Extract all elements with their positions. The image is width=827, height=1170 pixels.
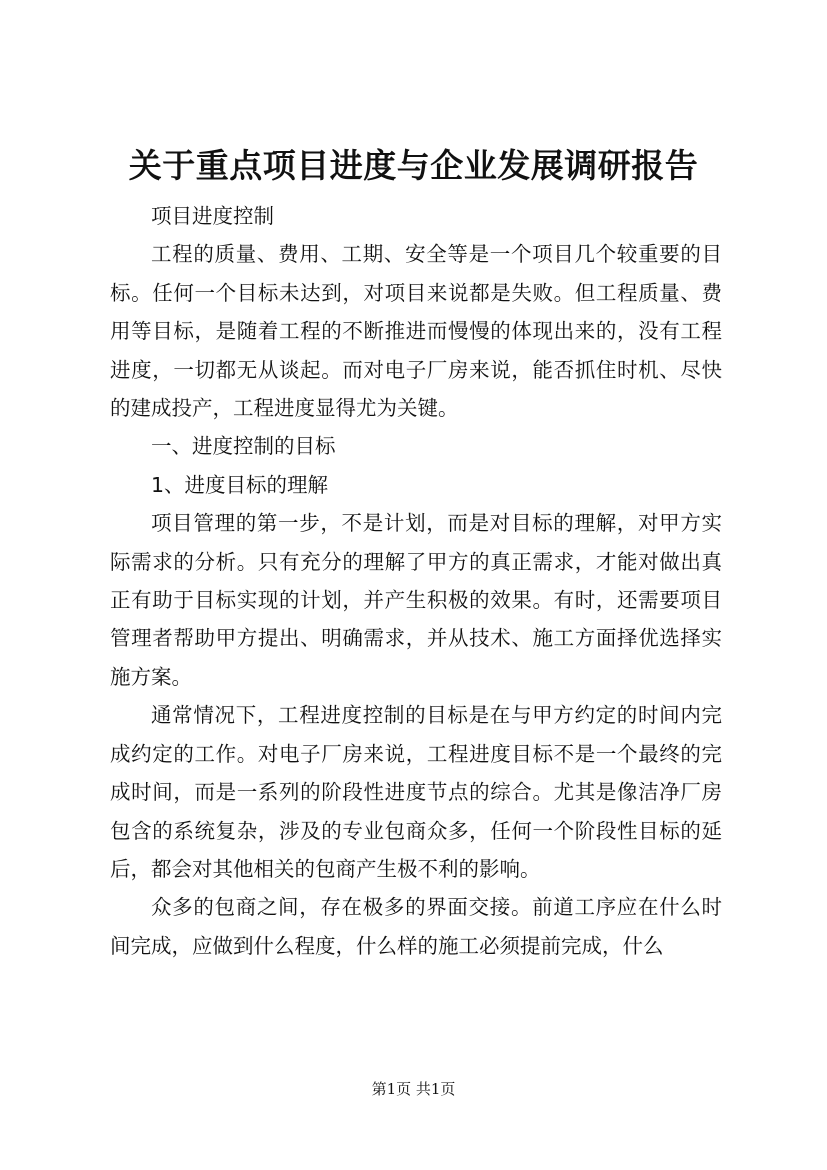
section-heading: 项目进度控制 xyxy=(151,204,274,228)
section-heading: 一、进度控制的目标 xyxy=(151,434,336,459)
document-title: 关于重点项目进度与企业发展调研报告 xyxy=(128,146,699,185)
body-paragraph: 项目管理的第一步，不是计划，而是对目标的理解，对甲方实际需求的分析。只有充分的理解了甲方的真正需求，才能对做出真正有助于目标实现的计划，并产生积极的效果。有时，还需要项目管理者帮助甲方提出、明确需求，并从技术、施工方面择优选择实施方案。 xyxy=(110,511,722,689)
body-paragraph: 工程的质量、费用、工期、安全等是一个项目几个较重要的目标。任何一个目标未达到，对项目来说都是失败。但工程质量、费用等目标，是随着工程的不断推进而慢慢的体现出来的，没有工程进度，一切都无从谈起。而对电子厂房来说，能否抓住时机、尽快的建成投产，工程进度显得尤为关键。 xyxy=(110,242,722,421)
body-paragraph: 通常情况下，工程进度控制的目标是在与甲方约定的时间内完成约定的工作。对电子厂房来说，工程进度目标不是一个最终的完成时间，而是一系列的阶段性进度节点的综合。尤其是像洁净厂房包含的系统复杂，涉及的专业包商众多，任何一个阶段性目标的延后，都会对其他相关的包商产生极不利的影响。 xyxy=(110,703,722,881)
page-footer: 第1页 共1页 xyxy=(371,1080,456,1098)
subsection-heading: 1、进度目标的理解 xyxy=(151,472,329,497)
document-body xyxy=(110,197,722,965)
body-paragraph: 众多的包商之间，存在极多的界面交接。前道工序应在什么时间完成，应做到什么程度，什么样的施工必须提前完成，什么 xyxy=(110,895,722,958)
